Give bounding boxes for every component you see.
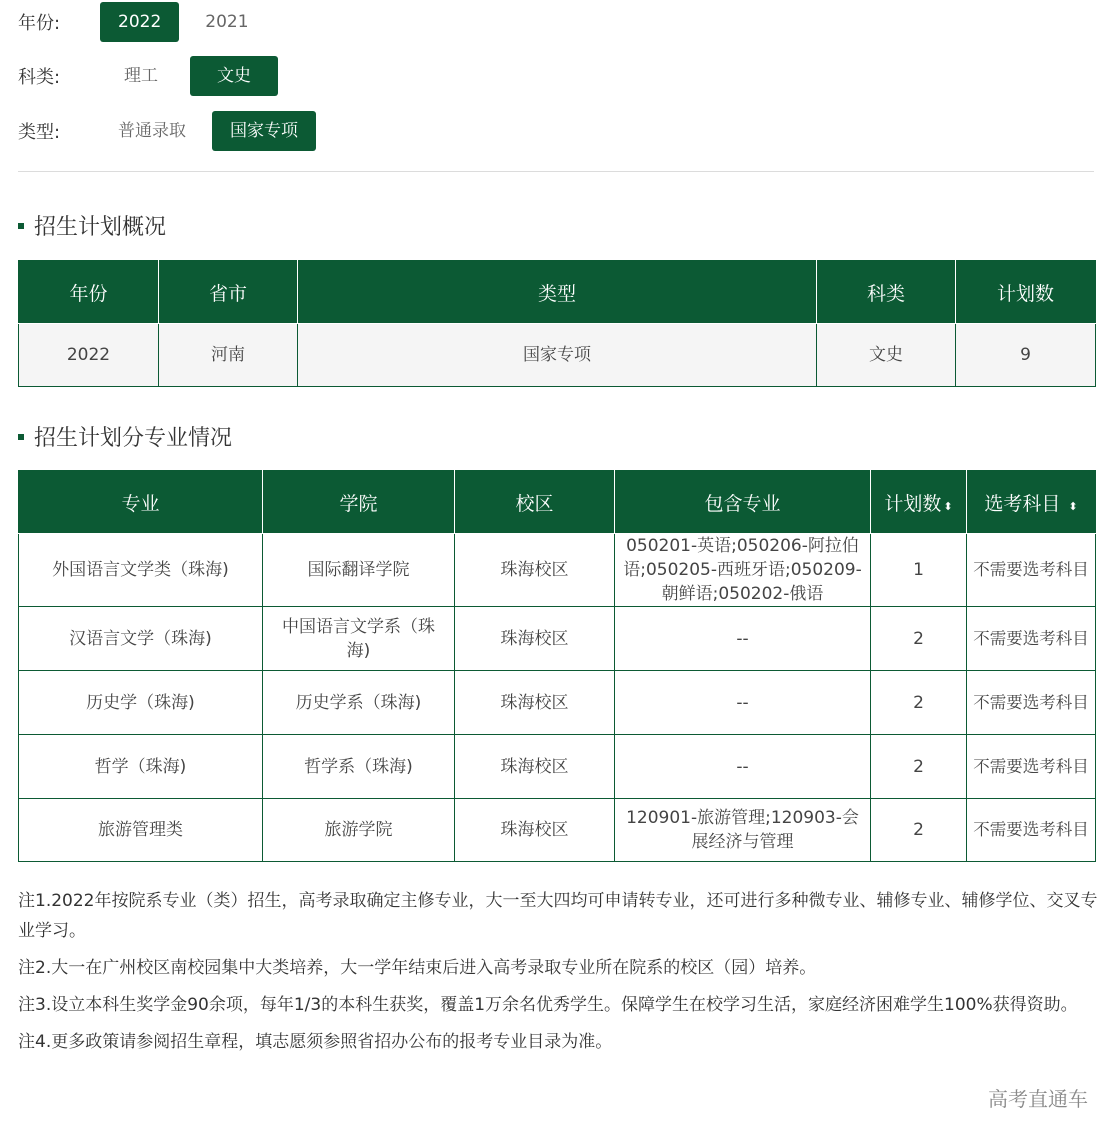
overview-cell-subject: 文史	[817, 324, 956, 387]
overview-cell-year: 2022	[19, 324, 159, 387]
type-option-national[interactable]: 国家专项	[212, 111, 316, 151]
watermark: 高考直通车	[988, 1087, 1088, 1111]
overview-header-province: 省市	[159, 261, 298, 324]
bullet-square-icon	[18, 223, 24, 229]
majors-title: 招生计划分专业情况	[18, 421, 232, 452]
table-row: 外国语言文学类（珠海) 国际翻译学院 珠海校区 050201-英语;050206-阿拉伯语;050205-西班牙语;050209-朝鲜语;050202-俄语 1 不需要选考科目	[19, 534, 1096, 607]
year-option-2021[interactable]: 2021	[205, 12, 249, 32]
filter-subject-label: 科类:	[18, 67, 61, 88]
overview-title: 招生计划概况	[18, 210, 166, 241]
majors-header-included: 包含专业	[615, 471, 871, 534]
majors-header-subjects-sortable[interactable]: 选考科目 ⬍	[967, 471, 1096, 534]
overview-header-type: 类型	[298, 261, 817, 324]
overview-cell-type: 国家专项	[298, 324, 817, 387]
majors-header-campus: 校区	[455, 471, 615, 534]
majors-header-college: 学院	[263, 471, 455, 534]
majors-header-plan-sortable[interactable]: 计划数 ⬍	[871, 471, 967, 534]
note-1: 注1.2022年按院系专业（类）招生，高考录取确定主修专业，大一至大四均可申请转专业，还可进行多种微专业、辅修专业、辅修学位、交叉专业学习。	[18, 891, 1098, 941]
filter-year	[18, 2, 267, 42]
filter-type	[18, 111, 316, 151]
overview-header-row	[19, 261, 1096, 324]
overview-header-year: 年份	[19, 261, 159, 324]
majors-header-major: 专业	[19, 471, 263, 534]
table-row: 历史学（珠海) 历史学系（珠海) 珠海校区 -- 2 不需要选考科目	[19, 671, 1096, 735]
type-option-regular[interactable]: 普通录取	[118, 121, 186, 141]
subject-option-arts[interactable]: 文史	[190, 56, 278, 96]
sort-icon[interactable]: ⬍	[943, 499, 953, 513]
year-option-2022[interactable]: 2022	[100, 2, 179, 42]
overview-header-subject: 科类	[817, 261, 956, 324]
table-row: 汉语言文学（珠海) 中国语言文学系（珠海) 珠海校区 -- 2 不需要选考科目	[19, 607, 1096, 671]
overview-cell-plan: 9	[956, 324, 1096, 387]
majors-header-row	[19, 471, 1096, 534]
table-row: 旅游管理类 旅游学院 珠海校区 120901-旅游管理;120903-会展经济与管理 2 不需要选考科目	[19, 799, 1096, 862]
overview-header-plan: 计划数	[956, 261, 1096, 324]
table-row	[19, 324, 1096, 387]
majors-table	[18, 470, 1096, 862]
sort-icon[interactable]: ⬍	[1068, 499, 1078, 513]
filter-type-label: 类型:	[18, 122, 61, 143]
table-row: 哲学（珠海) 哲学系（珠海) 珠海校区 -- 2 不需要选考科目	[19, 735, 1096, 799]
divider	[18, 171, 1094, 172]
note-2: 注2.大一在广州校区南校园集中大类培养，大一学年结束后进入高考录取专业所在院系的校区（园）培养。	[18, 958, 817, 978]
filter-subject	[18, 56, 278, 96]
subject-option-science[interactable]: 理工	[124, 66, 158, 86]
bullet-square-icon	[18, 434, 24, 440]
note-4: 注4.更多政策请参阅招生章程，填志愿须参照省招办公布的报考专业目录为准。	[18, 1032, 613, 1052]
filter-year-label: 年份:	[18, 13, 61, 34]
overview-cell-province: 河南	[159, 324, 298, 387]
note-3: 注3.设立本科生奖学金90余项，每年1/3的本科生获奖，覆盖1万余名优秀学生。保障学生在校学习生活，家庭经济困难学生100%获得资助。	[18, 995, 1078, 1015]
notes	[18, 886, 1098, 1064]
overview-table	[18, 260, 1096, 387]
